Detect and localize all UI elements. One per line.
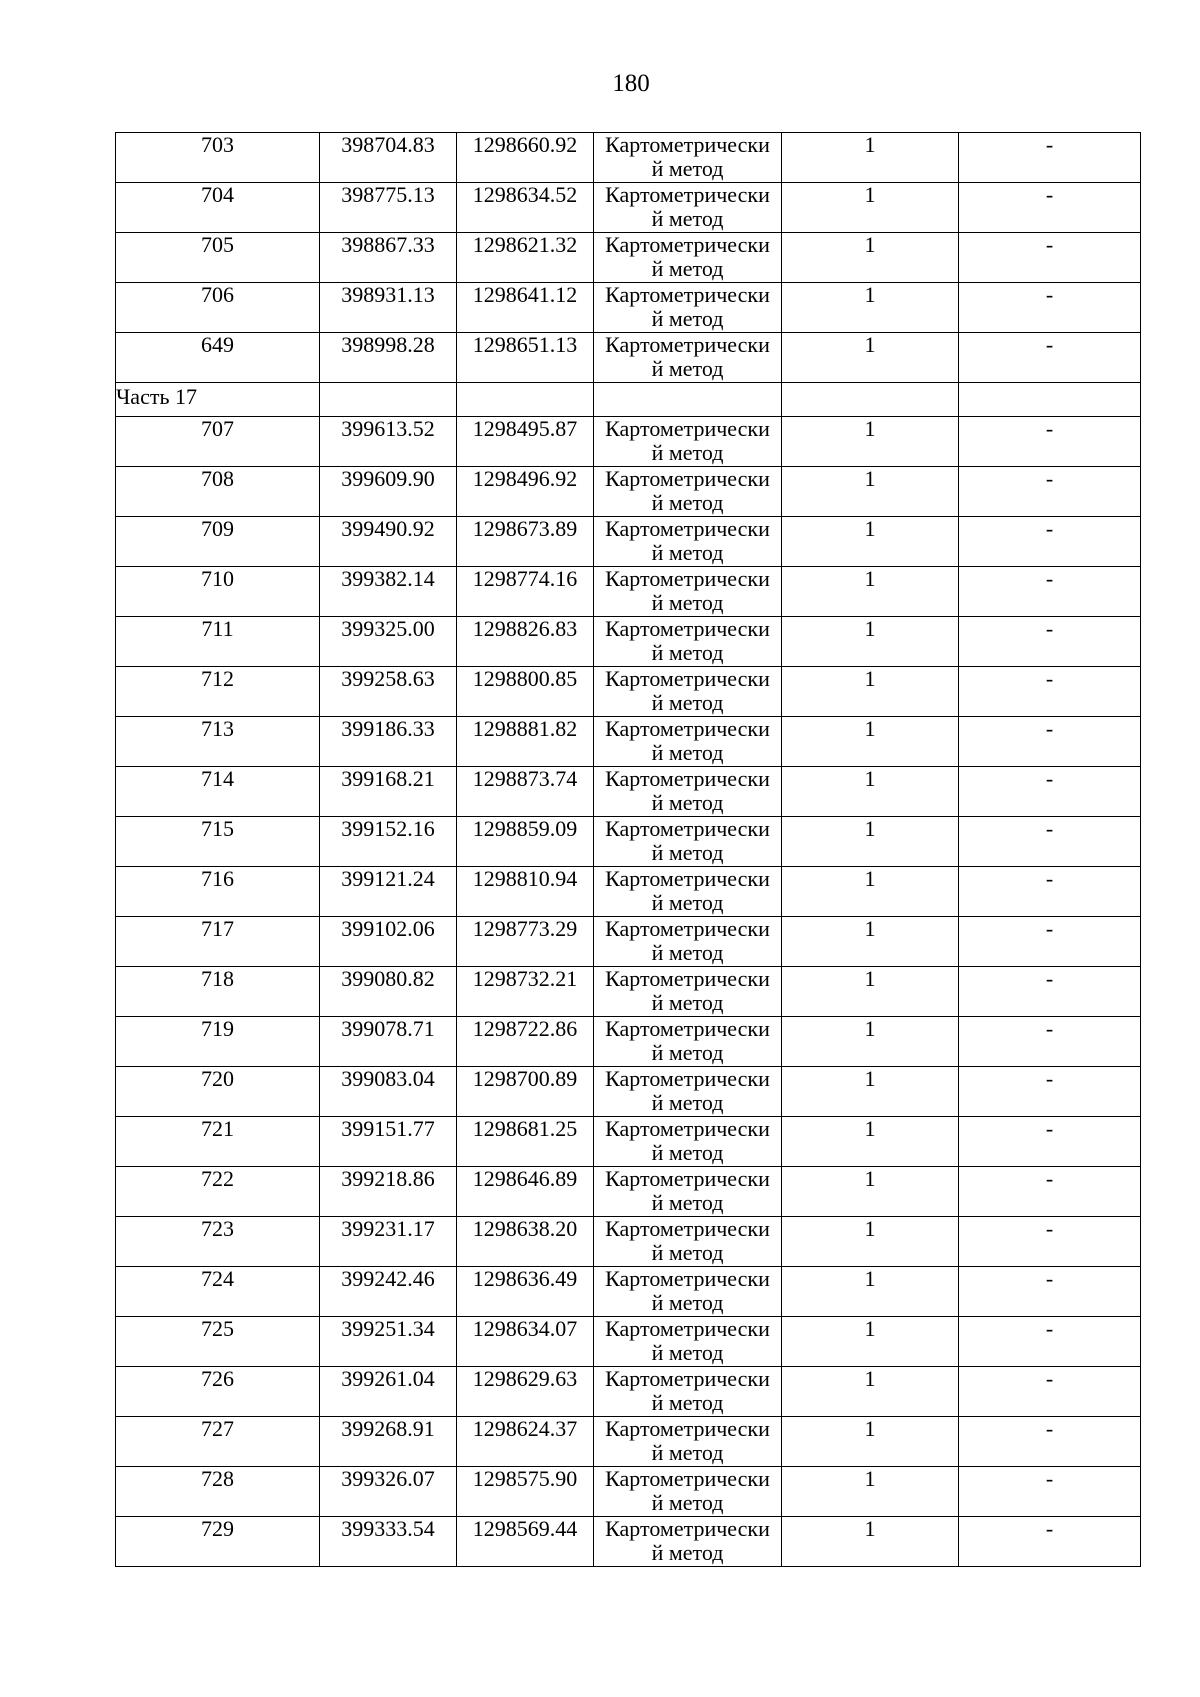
point-number-cell: 713 — [116, 717, 320, 767]
table-row — [116, 233, 1141, 283]
description-cell: - — [959, 517, 1141, 567]
empty-cell — [594, 383, 782, 417]
y-coordinate-cell: 1298496.92 — [457, 467, 594, 517]
method-line-2: й метод — [651, 940, 724, 965]
accuracy-cell: 1 — [782, 617, 959, 667]
point-number-cell: 716 — [116, 867, 320, 917]
accuracy-cell: 1 — [782, 1117, 959, 1167]
method-cell — [594, 517, 782, 567]
method-cell — [594, 1417, 782, 1467]
x-coordinate-cell: 399325.00 — [320, 617, 457, 667]
method-line-2: й метод — [651, 990, 724, 1015]
x-coordinate-cell: 399102.06 — [320, 917, 457, 967]
x-coordinate-cell: 398775.13 — [320, 183, 457, 233]
method-cell — [594, 917, 782, 967]
point-number-cell: 718 — [116, 967, 320, 1017]
x-coordinate-cell: 399326.07 — [320, 1467, 457, 1517]
y-coordinate-cell: 1298673.89 — [457, 517, 594, 567]
accuracy-cell: 1 — [782, 867, 959, 917]
x-coordinate-cell: 399261.04 — [320, 1367, 457, 1417]
method-line-2: й метод — [651, 690, 724, 715]
y-coordinate-cell: 1298624.37 — [457, 1417, 594, 1467]
y-coordinate-cell: 1298810.94 — [457, 867, 594, 917]
table-row — [116, 1417, 1141, 1467]
accuracy-cell: 1 — [782, 183, 959, 233]
method-line-1: Картометрически — [605, 1066, 770, 1091]
method-line-2: й метод — [651, 1490, 724, 1515]
method-cell — [594, 717, 782, 767]
method-line-1: Картометрически — [605, 1266, 770, 1291]
method-line-2: й метод — [651, 490, 724, 515]
description-cell: - — [959, 333, 1141, 383]
x-coordinate-cell: 399080.82 — [320, 967, 457, 1017]
description-cell: - — [959, 967, 1141, 1017]
table-row — [116, 967, 1141, 1017]
table-row — [116, 417, 1141, 467]
x-coordinate-cell: 399186.33 — [320, 717, 457, 767]
description-cell: - — [959, 1417, 1141, 1467]
point-number-cell: 726 — [116, 1367, 320, 1417]
y-coordinate-cell: 1298773.29 — [457, 917, 594, 967]
page-number: 180 — [612, 70, 650, 97]
method-line-1: Картометрически — [605, 816, 770, 841]
x-coordinate-cell: 399231.17 — [320, 1217, 457, 1267]
x-coordinate-cell: 399083.04 — [320, 1067, 457, 1117]
method-line-1: Картометрически — [605, 516, 770, 541]
point-number-cell: 724 — [116, 1267, 320, 1317]
method-line-2: й метод — [651, 306, 724, 331]
point-number-cell: 708 — [116, 467, 320, 517]
accuracy-cell: 1 — [782, 1417, 959, 1467]
x-coordinate-cell: 398931.13 — [320, 283, 457, 333]
coordinates-table — [115, 132, 1141, 1567]
section-header-row — [116, 383, 1141, 417]
description-cell: - — [959, 1167, 1141, 1217]
method-line-2: й метод — [651, 1440, 724, 1465]
y-coordinate-cell: 1298621.32 — [457, 233, 594, 283]
point-number-cell: 712 — [116, 667, 320, 717]
point-number-cell: 703 — [116, 133, 320, 183]
accuracy-cell: 1 — [782, 517, 959, 567]
method-cell — [594, 133, 782, 183]
method-line-1: Картометрически — [605, 232, 770, 257]
method-line-1: Картометрически — [605, 916, 770, 941]
table-row — [116, 1367, 1141, 1417]
accuracy-cell: 1 — [782, 967, 959, 1017]
method-cell — [594, 767, 782, 817]
point-number-cell: 649 — [116, 333, 320, 383]
method-line-2: й метод — [651, 740, 724, 765]
method-line-2: й метод — [651, 440, 724, 465]
y-coordinate-cell: 1298800.85 — [457, 667, 594, 717]
method-line-1: Картометрически — [605, 1516, 770, 1541]
method-cell — [594, 1017, 782, 1067]
description-cell: - — [959, 417, 1141, 467]
accuracy-cell: 1 — [782, 717, 959, 767]
accuracy-cell: 1 — [782, 467, 959, 517]
accuracy-cell: 1 — [782, 133, 959, 183]
method-cell — [594, 1467, 782, 1517]
point-number-cell: 714 — [116, 767, 320, 817]
table-row — [116, 283, 1141, 333]
method-line-2: й метод — [651, 640, 724, 665]
section-title: Часть 17 — [116, 383, 320, 417]
description-cell: - — [959, 567, 1141, 617]
method-line-2: й метод — [651, 1040, 724, 1065]
method-line-1: Картометрически — [605, 616, 770, 641]
point-number-cell: 704 — [116, 183, 320, 233]
description-cell: - — [959, 233, 1141, 283]
method-cell — [594, 617, 782, 667]
y-coordinate-cell: 1298638.20 — [457, 1217, 594, 1267]
accuracy-cell: 1 — [782, 1067, 959, 1117]
method-line-2: й метод — [651, 540, 724, 565]
empty-cell — [457, 383, 594, 417]
y-coordinate-cell: 1298859.09 — [457, 817, 594, 867]
method-cell — [594, 417, 782, 467]
accuracy-cell: 1 — [782, 1167, 959, 1217]
table-body — [116, 133, 1141, 1567]
method-cell — [594, 817, 782, 867]
table-row — [116, 333, 1141, 383]
method-line-2: й метод — [651, 1290, 724, 1315]
method-cell — [594, 567, 782, 617]
accuracy-cell: 1 — [782, 1467, 959, 1517]
table-row — [116, 717, 1141, 767]
x-coordinate-cell: 399251.34 — [320, 1317, 457, 1367]
x-coordinate-cell: 399121.24 — [320, 867, 457, 917]
y-coordinate-cell: 1298629.63 — [457, 1367, 594, 1417]
empty-cell — [959, 383, 1141, 417]
method-line-1: Картометрически — [605, 766, 770, 791]
description-cell: - — [959, 717, 1141, 767]
x-coordinate-cell: 399242.46 — [320, 1267, 457, 1317]
description-cell: - — [959, 1117, 1141, 1167]
x-coordinate-cell: 399490.92 — [320, 517, 457, 567]
accuracy-cell: 1 — [782, 767, 959, 817]
method-line-1: Картометрически — [605, 1366, 770, 1391]
point-number-cell: 720 — [116, 1067, 320, 1117]
description-cell: - — [959, 283, 1141, 333]
method-line-1: Картометрически — [605, 966, 770, 991]
y-coordinate-cell: 1298636.49 — [457, 1267, 594, 1317]
y-coordinate-cell: 1298873.74 — [457, 767, 594, 817]
method-line-1: Картометрически — [605, 1116, 770, 1141]
table-row — [116, 617, 1141, 667]
method-line-1: Картометрически — [605, 132, 770, 157]
description-cell: - — [959, 667, 1141, 717]
method-cell — [594, 667, 782, 717]
point-number-cell: 711 — [116, 617, 320, 667]
method-cell — [594, 967, 782, 1017]
table-row — [116, 1517, 1141, 1567]
y-coordinate-cell: 1298774.16 — [457, 567, 594, 617]
table-row — [116, 867, 1141, 917]
method-line-1: Картометрически — [605, 1416, 770, 1441]
method-line-1: Картометрически — [605, 1166, 770, 1191]
y-coordinate-cell: 1298634.52 — [457, 183, 594, 233]
method-line-1: Картометрически — [605, 1016, 770, 1041]
point-number-cell: 727 — [116, 1417, 320, 1467]
method-cell — [594, 1317, 782, 1367]
table-row — [116, 1317, 1141, 1367]
y-coordinate-cell: 1298569.44 — [457, 1517, 594, 1567]
point-number-cell: 729 — [116, 1517, 320, 1567]
method-line-2: й метод — [651, 840, 724, 865]
description-cell: - — [959, 1267, 1141, 1317]
method-cell — [594, 333, 782, 383]
method-line-2: й метод — [651, 890, 724, 915]
description-cell: - — [959, 617, 1141, 667]
method-line-2: й метод — [651, 1340, 724, 1365]
table-row — [116, 1267, 1141, 1317]
accuracy-cell: 1 — [782, 417, 959, 467]
point-number-cell: 709 — [116, 517, 320, 567]
accuracy-cell: 1 — [782, 1317, 959, 1367]
table-row — [116, 817, 1141, 867]
x-coordinate-cell: 399609.90 — [320, 467, 457, 517]
x-coordinate-cell: 398867.33 — [320, 233, 457, 283]
method-line-1: Картометрически — [605, 332, 770, 357]
y-coordinate-cell: 1298575.90 — [457, 1467, 594, 1517]
description-cell: - — [959, 133, 1141, 183]
method-cell — [594, 467, 782, 517]
method-line-2: й метод — [651, 1390, 724, 1415]
accuracy-cell: 1 — [782, 1017, 959, 1067]
x-coordinate-cell: 399268.91 — [320, 1417, 457, 1467]
point-number-cell: 719 — [116, 1017, 320, 1067]
method-line-2: й метод — [651, 1190, 724, 1215]
method-line-1: Картометрически — [605, 866, 770, 891]
method-cell — [594, 867, 782, 917]
method-cell — [594, 1117, 782, 1167]
point-number-cell: 706 — [116, 283, 320, 333]
description-cell: - — [959, 867, 1141, 917]
accuracy-cell: 1 — [782, 1217, 959, 1267]
point-number-cell: 728 — [116, 1467, 320, 1517]
y-coordinate-cell: 1298660.92 — [457, 133, 594, 183]
table-row — [116, 517, 1141, 567]
description-cell: - — [959, 917, 1141, 967]
table-row — [116, 567, 1141, 617]
table-row — [116, 1117, 1141, 1167]
method-line-2: й метод — [651, 1240, 724, 1265]
method-line-2: й метод — [651, 1090, 724, 1115]
table-row — [116, 1467, 1141, 1517]
table-row — [116, 1017, 1141, 1067]
point-number-cell: 725 — [116, 1317, 320, 1367]
x-coordinate-cell: 398998.28 — [320, 333, 457, 383]
method-line-2: й метод — [651, 1540, 724, 1565]
y-coordinate-cell: 1298651.13 — [457, 333, 594, 383]
point-number-cell: 723 — [116, 1217, 320, 1267]
y-coordinate-cell: 1298495.87 — [457, 417, 594, 467]
x-coordinate-cell: 399258.63 — [320, 667, 457, 717]
method-line-2: й метод — [651, 206, 724, 231]
y-coordinate-cell: 1298634.07 — [457, 1317, 594, 1367]
method-cell — [594, 283, 782, 333]
method-cell — [594, 1067, 782, 1117]
method-line-1: Картометрически — [605, 1216, 770, 1241]
table-row — [116, 467, 1141, 517]
description-cell: - — [959, 1517, 1141, 1567]
point-number-cell: 705 — [116, 233, 320, 283]
method-cell — [594, 183, 782, 233]
table-row — [116, 767, 1141, 817]
accuracy-cell: 1 — [782, 567, 959, 617]
method-line-1: Картометрически — [605, 182, 770, 207]
method-cell — [594, 233, 782, 283]
x-coordinate-cell: 399382.14 — [320, 567, 457, 617]
method-line-2: й метод — [651, 256, 724, 281]
accuracy-cell: 1 — [782, 1367, 959, 1417]
y-coordinate-cell: 1298826.83 — [457, 617, 594, 667]
accuracy-cell: 1 — [782, 917, 959, 967]
description-cell: - — [959, 1467, 1141, 1517]
method-cell — [594, 1217, 782, 1267]
y-coordinate-cell: 1298700.89 — [457, 1067, 594, 1117]
description-cell: - — [959, 1217, 1141, 1267]
accuracy-cell: 1 — [782, 233, 959, 283]
method-cell — [594, 1167, 782, 1217]
accuracy-cell: 1 — [782, 667, 959, 717]
y-coordinate-cell: 1298722.86 — [457, 1017, 594, 1067]
description-cell: - — [959, 1317, 1141, 1367]
x-coordinate-cell: 399078.71 — [320, 1017, 457, 1067]
x-coordinate-cell: 399168.21 — [320, 767, 457, 817]
point-number-cell: 707 — [116, 417, 320, 467]
y-coordinate-cell: 1298641.12 — [457, 283, 594, 333]
table-row — [116, 183, 1141, 233]
y-coordinate-cell: 1298732.21 — [457, 967, 594, 1017]
description-cell: - — [959, 1067, 1141, 1117]
description-cell: - — [959, 467, 1141, 517]
method-line-1: Картометрически — [605, 1466, 770, 1491]
x-coordinate-cell: 399218.86 — [320, 1167, 457, 1217]
point-number-cell: 722 — [116, 1167, 320, 1217]
table-row — [116, 917, 1141, 967]
point-number-cell: 710 — [116, 567, 320, 617]
y-coordinate-cell: 1298681.25 — [457, 1117, 594, 1167]
empty-cell — [320, 383, 457, 417]
method-line-1: Картометрически — [605, 566, 770, 591]
description-cell: - — [959, 767, 1141, 817]
method-cell — [594, 1367, 782, 1417]
accuracy-cell: 1 — [782, 817, 959, 867]
method-line-2: й метод — [651, 1140, 724, 1165]
x-coordinate-cell: 399152.16 — [320, 817, 457, 867]
table-row — [116, 1167, 1141, 1217]
y-coordinate-cell: 1298646.89 — [457, 1167, 594, 1217]
method-line-2: й метод — [651, 590, 724, 615]
x-coordinate-cell: 399613.52 — [320, 417, 457, 467]
table-row — [116, 667, 1141, 717]
method-line-1: Картометрически — [605, 1316, 770, 1341]
table-row — [116, 1217, 1141, 1267]
accuracy-cell: 1 — [782, 283, 959, 333]
accuracy-cell: 1 — [782, 333, 959, 383]
x-coordinate-cell: 399151.77 — [320, 1117, 457, 1167]
point-number-cell: 717 — [116, 917, 320, 967]
empty-cell — [782, 383, 959, 417]
y-coordinate-cell: 1298881.82 — [457, 717, 594, 767]
table-row — [116, 133, 1141, 183]
method-line-1: Картометрически — [605, 466, 770, 491]
method-line-1: Картометрически — [605, 716, 770, 741]
method-cell — [594, 1517, 782, 1567]
x-coordinate-cell: 398704.83 — [320, 133, 457, 183]
method-line-2: й метод — [651, 790, 724, 815]
method-line-1: Картометрически — [605, 666, 770, 691]
point-number-cell: 721 — [116, 1117, 320, 1167]
description-cell: - — [959, 817, 1141, 867]
method-line-1: Картометрически — [605, 416, 770, 441]
accuracy-cell: 1 — [782, 1517, 959, 1567]
method-line-2: й метод — [651, 156, 724, 181]
description-cell: - — [959, 1367, 1141, 1417]
description-cell: - — [959, 183, 1141, 233]
point-number-cell: 715 — [116, 817, 320, 867]
description-cell: - — [959, 1017, 1141, 1067]
method-line-1: Картометрически — [605, 282, 770, 307]
method-cell — [594, 1267, 782, 1317]
accuracy-cell: 1 — [782, 1267, 959, 1317]
method-line-2: й метод — [651, 356, 724, 381]
table-row — [116, 1067, 1141, 1117]
x-coordinate-cell: 399333.54 — [320, 1517, 457, 1567]
